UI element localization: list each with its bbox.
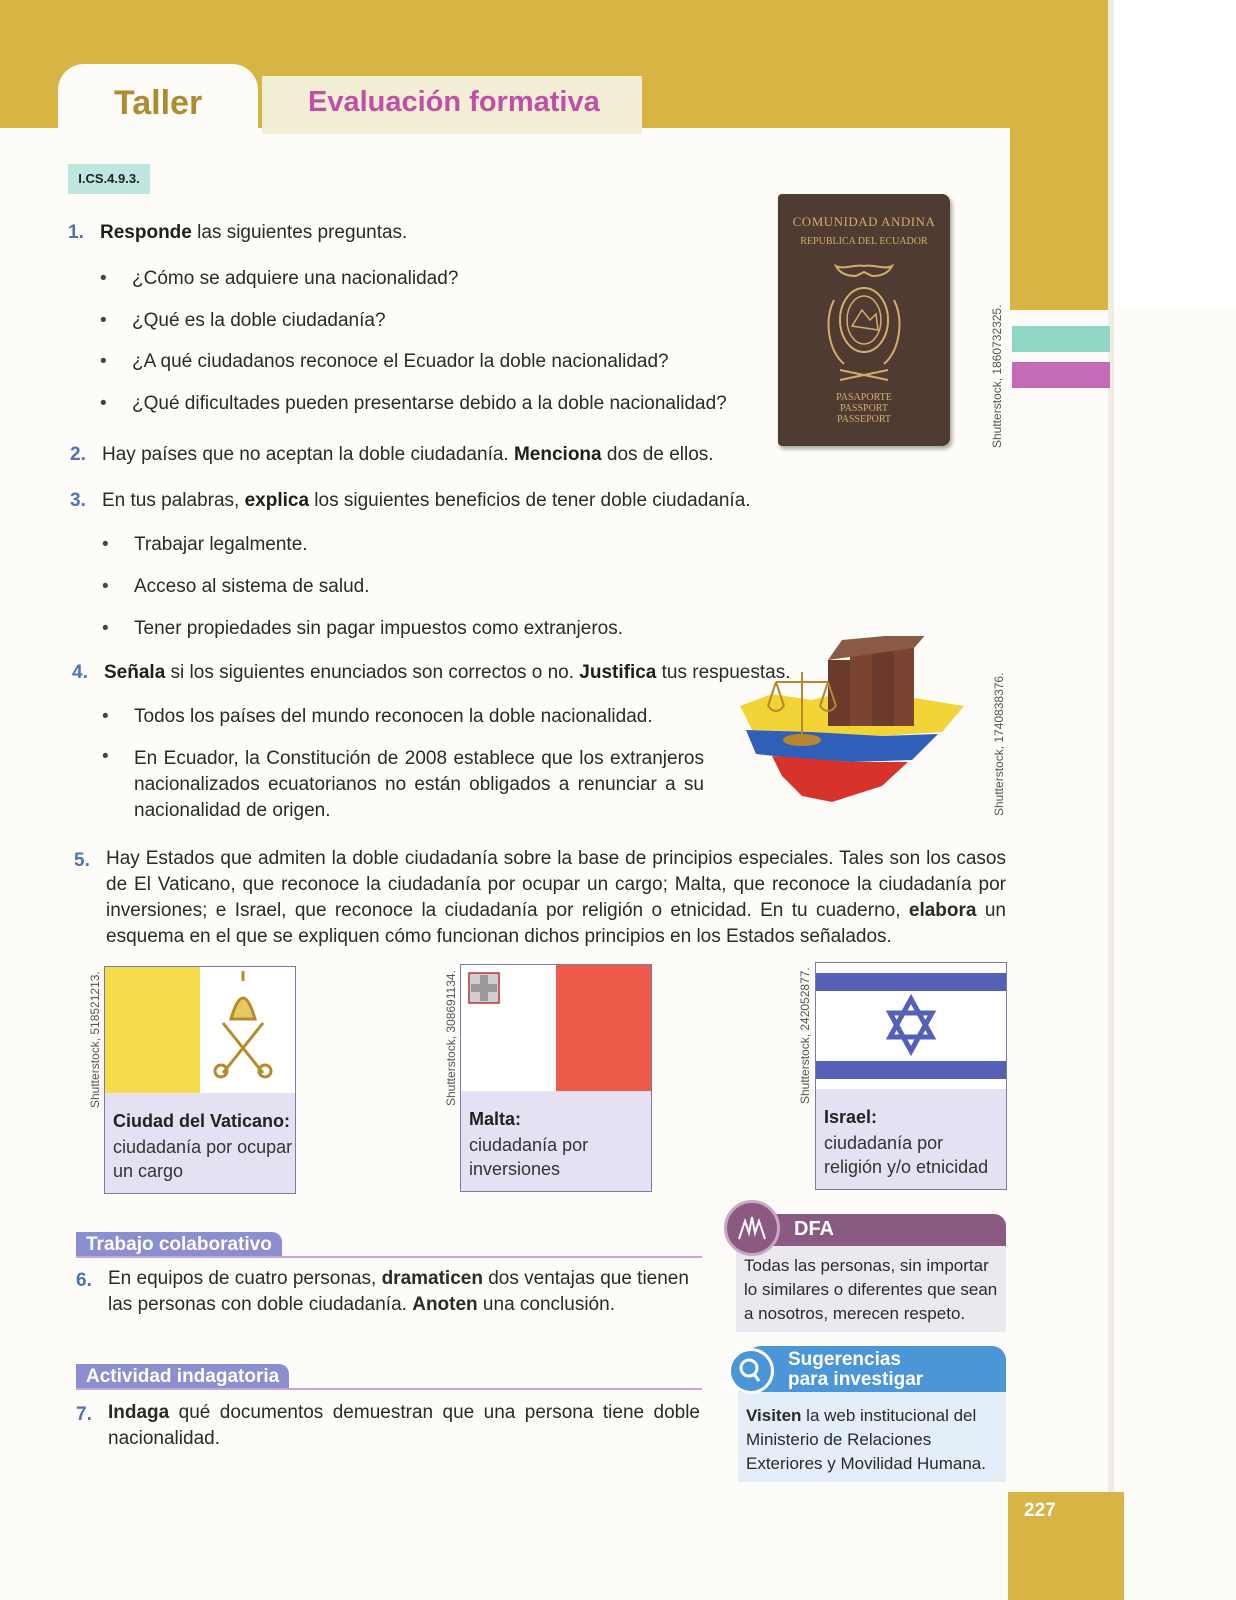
side-tab-pink (1012, 362, 1110, 388)
vatican-flag-image (105, 967, 295, 1093)
sugerencias-box (738, 1390, 1006, 1482)
flag-card-malta (460, 964, 652, 1192)
right-color-band (1010, 0, 1110, 310)
q2-number: 2. (70, 444, 86, 465)
tab-taller-label: Taller (114, 84, 203, 122)
q6-verb-2: Anoten (412, 1294, 478, 1315)
dfa-text: Todas las personas, sin importar lo similares o diferentes que sean a nosotros, merecen respeto. (744, 1256, 998, 1323)
sugerencias-verb: Visiten (746, 1406, 802, 1425)
israel-credit: Shutterstock, 242052877. (798, 967, 812, 1104)
israel-flag-image (816, 963, 1006, 1089)
page-edge (1108, 0, 1114, 1600)
q1-text (100, 222, 407, 244)
israel-flag-top-stripe (816, 973, 1006, 991)
magnifier-search-icon (728, 1348, 774, 1394)
q7-number: 7. (76, 1404, 92, 1425)
q4-text (104, 662, 791, 684)
vatican-flag-yellow (105, 967, 200, 1093)
q2-post: dos de ellos. (601, 444, 714, 465)
dfa-heading: DFA (794, 1218, 834, 1240)
tab-taller (58, 64, 258, 144)
q7-text (108, 1400, 700, 1452)
q1-rest: las siguientes preguntas. (191, 222, 408, 243)
passport-line-3: PASAPORTE PASSPORT PASSEPORT (836, 392, 892, 425)
ecuador-passport-image (778, 194, 950, 446)
q4-number: 4. (72, 662, 88, 683)
vaticano-caption-text: ciudadanía por ocupar un cargo (113, 1137, 293, 1181)
q2-text (102, 444, 714, 466)
q3-pre: En tus palabras, (102, 490, 245, 511)
law-books-icon (828, 636, 928, 726)
q4-verb-1: Señala (104, 662, 166, 683)
q4-verb-2: Justifica (579, 662, 657, 683)
q5-post: un esquema en el que se expliquen cómo funcionan dichos principios en los Estados señalados. (106, 900, 1006, 947)
israel-caption-title: Israel: (824, 1107, 878, 1127)
q1-bullet-1: • ¿Cómo se adquiere una nacionalidad? (132, 268, 458, 290)
dfa-header (760, 1214, 1006, 1246)
q2-verb: Menciona (513, 444, 602, 465)
q1-number: 1. (68, 222, 84, 243)
dfa-box (736, 1244, 1006, 1332)
page-number-box (1008, 1492, 1124, 1600)
sugerencias-heading: Sugerencias para investigar (788, 1349, 924, 1390)
actividad-indagatoria-heading: Actividad indagatoria (76, 1364, 289, 1390)
q3-verb: explica (244, 490, 310, 511)
q3-post: los siguientes beneficios de tener doble ciudadanía. (309, 490, 751, 511)
flag-card-vaticano (104, 966, 296, 1194)
q4-bullet-1: • Todos los países del mundo reconocen la doble nacionalidad. (134, 706, 653, 728)
vaticano-credit: Shutterstock, 518521213. (88, 971, 102, 1108)
q6-number: 6. (76, 1270, 92, 1291)
indicator-code-badge: I.CS.4.9.3. (68, 164, 150, 194)
q7-post: qué documentos demuestran que una persona tiene doble nacionalidad. (108, 1402, 700, 1449)
q4-bullet-2-dot: • (102, 746, 109, 767)
q6-pre: En equipos de cuatro personas, (108, 1268, 382, 1289)
q6-mid: dos ventajas que tienen las personas con doble ciudadanía. (108, 1268, 689, 1315)
q5-pre: Hay Estados que admiten la doble ciudadanía sobre la base de principios especiales. Tales son los casos de El Vaticano, que reconoce la ciudadanía por ocupar un cargo; Malta, que reconoce la ciudadanía por inversiones; e Israel, que reconoce la ciudadanía por religión o etnicidad. En tu cuaderno, (106, 848, 1006, 921)
q5-number: 5. (74, 850, 90, 871)
q3-bullet-3: • Tener propiedades sin pagar impuestos como extranjeros. (134, 618, 623, 640)
sugerencias-text (746, 1404, 996, 1476)
ecuador-coat-of-arms-icon (814, 260, 914, 388)
q1-bullet-2: • ¿Qué es la doble ciudadanía? (132, 310, 386, 332)
israel-flag-bottom-stripe (816, 1061, 1006, 1079)
flag-card-israel (815, 962, 1007, 1190)
q1-bullet-3: • ¿A qué ciudadanos reconoce el Ecuador la doble nacionalidad? (132, 351, 669, 373)
q3-text (102, 490, 751, 512)
q4-mid: si los siguientes enunciados son correctos o no. (165, 662, 580, 683)
malta-flag-image (461, 965, 651, 1091)
q2-pre: Hay países que no aceptan la doble ciudadanía. (102, 444, 514, 465)
q6-text (108, 1266, 708, 1318)
tab-evaluacion (262, 76, 642, 134)
george-cross-icon (469, 973, 499, 1003)
page-background-right (1010, 310, 1236, 1600)
q3-bullet-1: • Trabajar legalmente. (134, 534, 308, 556)
ecuador-map-with-law-books-image (732, 636, 972, 814)
q5-verb: elabora (908, 900, 977, 921)
passport-line-1: COMUNIDAD ANDINA (792, 214, 936, 229)
israel-caption-text: ciudadanía por religión y/o etnicidad (824, 1133, 989, 1177)
malta-credit: Shutterstock, 308691134. (444, 970, 458, 1106)
q4-post: tus respuestas. (656, 662, 791, 683)
passport-credit: Shutterstock, 1860732325. (990, 304, 1004, 448)
malta-caption-title: Malta: (469, 1109, 522, 1129)
actividad-heading-rule (76, 1388, 702, 1390)
q5-text (106, 846, 1006, 950)
vaticano-caption-title: Ciudad del Vaticano: (113, 1111, 291, 1131)
page-number: 227 (1024, 1500, 1056, 1521)
side-tab-teal (1012, 326, 1110, 352)
map-credit: Shutterstock, 1740838376. (992, 672, 1006, 816)
malta-caption-text: ciudadanía por inversiones (469, 1135, 589, 1179)
q1-verb: Responde (100, 222, 192, 243)
q3-number: 3. (70, 490, 86, 511)
q3-bullet-2: • Acceso al sistema de salud. (134, 576, 370, 598)
q4-bullet-2: En Ecuador, la Constitución de 2008 establece que los extranjeros nacionalizados ecuatorianos no están obligados a renunciar a su nacionalidad de origen. (134, 748, 704, 821)
q1-bullet-4: • ¿Qué dificultades pueden presentarse debido a la doble nacionalidad? (132, 393, 727, 415)
trabajo-heading-rule (76, 1256, 702, 1258)
sugerencias-header (740, 1346, 1006, 1392)
q6-verb-1: dramaticen (381, 1268, 483, 1289)
passport-line-2: REPUBLICA DEL ECUADOR (800, 236, 928, 247)
tab-evaluacion-label: Evaluación formativa (308, 86, 600, 118)
sugerencias-post: la web institucional del Ministerio de Relaciones Exteriores y Movilidad Humana. (746, 1406, 986, 1473)
malta-flag-red (556, 965, 651, 1091)
q6-post: una conclusión. (477, 1294, 615, 1315)
trabajo-colaborativo-heading: Trabajo colaborativo (76, 1232, 282, 1258)
q7-verb: Indaga (108, 1402, 170, 1423)
dfa-hands-icon (724, 1200, 780, 1256)
